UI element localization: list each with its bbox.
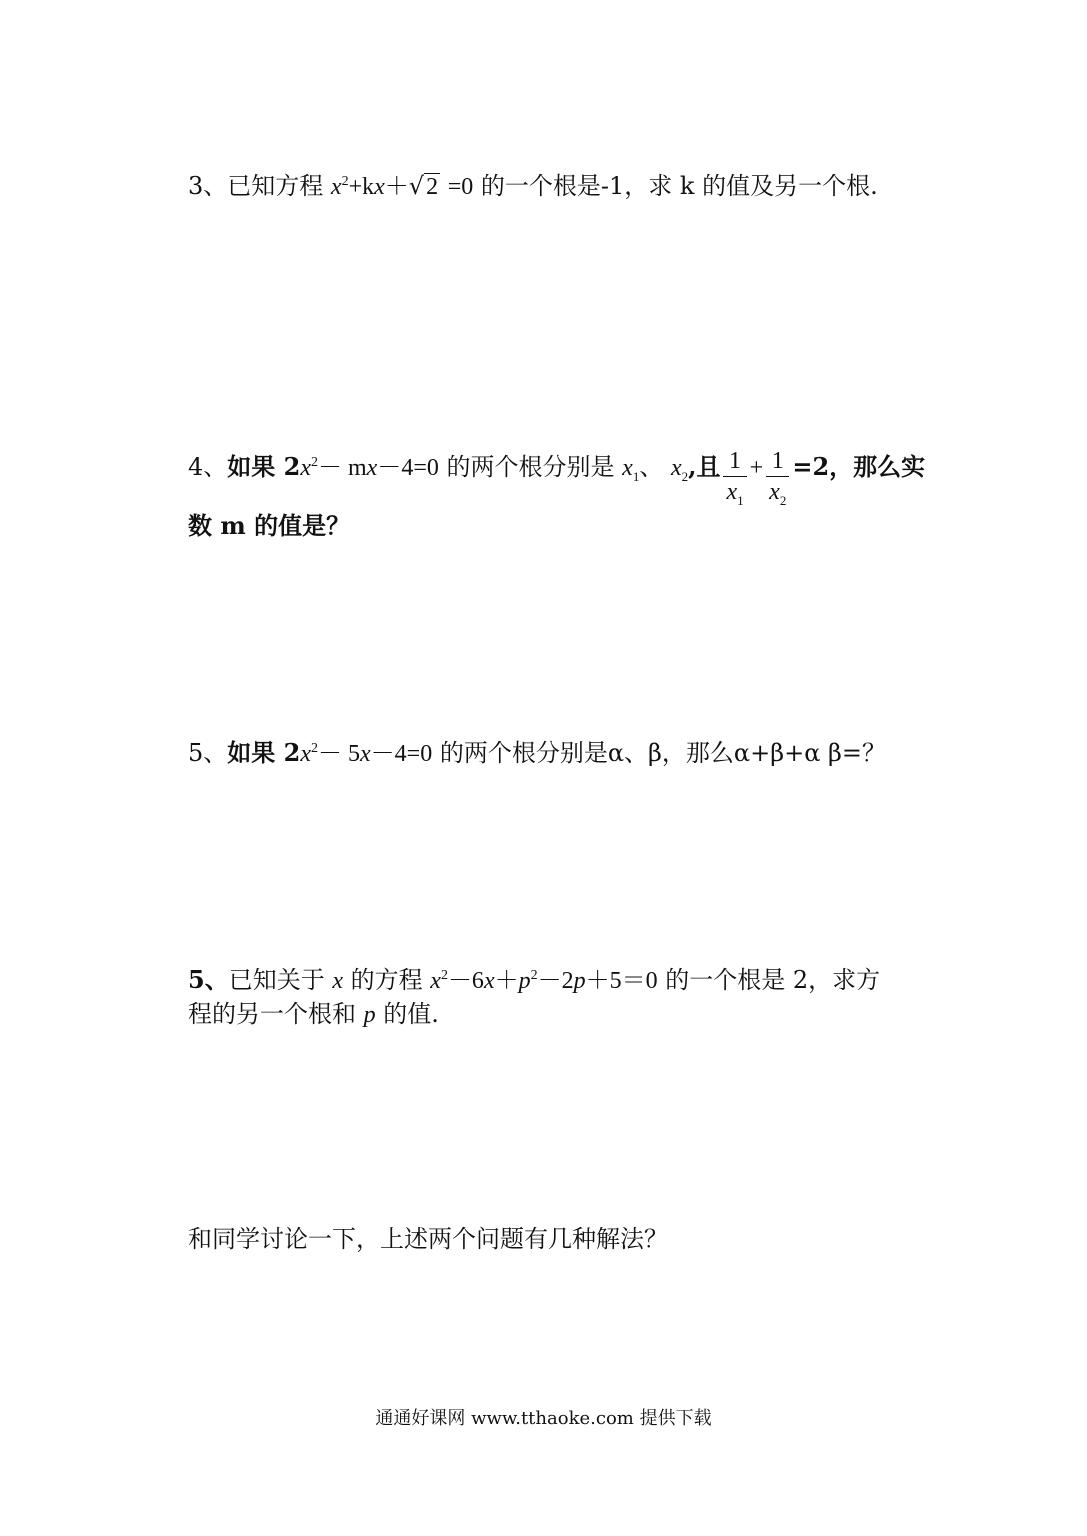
question-4-text-a: 如果 2	[227, 452, 301, 481]
term-5: － 5	[318, 741, 360, 767]
var-x2: x	[670, 455, 682, 481]
question-5a-text-b: 的两个根分别是α、β，那么α+β+α β=？	[439, 739, 887, 767]
equation-rest: ＋5＝0	[585, 968, 658, 994]
question-3-number: 3、	[188, 172, 228, 200]
exponent: 2	[311, 455, 318, 470]
subscript: 2	[681, 469, 689, 484]
subscript: 1	[632, 469, 640, 484]
var-p: p	[363, 1002, 376, 1028]
question-5a	[188, 737, 908, 770]
term-6: －6	[447, 968, 484, 994]
den-var: x	[769, 479, 780, 505]
term-m: － m	[318, 455, 367, 481]
sqrt-2	[409, 170, 440, 203]
var-x: x	[366, 455, 378, 481]
var-p: p	[518, 968, 531, 994]
fraction-1-over-x2	[766, 446, 789, 507]
var-x: x	[374, 174, 385, 200]
question-4-number: 4、	[188, 453, 228, 481]
question-5b-text-c: 的一个根是 2，求方	[665, 966, 881, 994]
question-5b-line-2	[188, 998, 908, 1031]
question-3-text-b: 的一个根是-1，求 k 的值及另一个根.	[480, 172, 878, 200]
fraction-1-over-x1	[723, 446, 746, 507]
equals-zero: =0	[447, 174, 474, 200]
question-5b-number: 5、	[188, 965, 229, 994]
equation-rest: －4=0	[370, 741, 433, 767]
question-5b-line-2-a: 程的另一个根和	[188, 1000, 356, 1028]
plus-sign: +	[749, 455, 764, 481]
var-p: p	[573, 968, 586, 994]
denominator	[766, 476, 789, 507]
numerator: 1	[771, 448, 784, 474]
question-3	[188, 170, 908, 203]
question-5b	[188, 964, 908, 997]
equation-rest: －4=0	[377, 455, 439, 481]
question-4-text-d: =2，那么实	[792, 452, 926, 481]
numerator: 1	[729, 448, 742, 474]
var-x: x	[332, 968, 343, 994]
discussion-prompt: 和同学讨论一下，上述两个问题有几种解法？	[188, 1225, 668, 1253]
var-x: x	[483, 968, 495, 994]
question-5b-text-a: 已知关于	[228, 966, 325, 994]
question-4-text-c: ,且	[688, 452, 721, 481]
exponent: 2	[311, 741, 318, 756]
radicand: 2	[426, 174, 439, 200]
question-4	[188, 438, 926, 508]
term-2: －2	[537, 968, 574, 994]
question-5a-text-a: 如果 2	[227, 738, 301, 767]
exponent: 2	[530, 968, 538, 983]
exponent: 2	[440, 968, 448, 983]
plus-sign: ＋	[384, 172, 409, 200]
subscript: 1	[737, 493, 744, 508]
question-4-text-b: 的两个根分别是	[446, 453, 615, 481]
separator: 、	[639, 453, 664, 481]
question-3-text-a: 已知方程	[227, 172, 324, 200]
den-var: x	[726, 479, 738, 505]
page-footer: 通通好课网 www.tthaoke.com 提供下载	[375, 1408, 712, 1429]
subscript: 2	[779, 493, 787, 508]
question-5a-number: 5、	[188, 739, 228, 767]
var-x: x	[330, 174, 342, 200]
radical-sign: √	[408, 172, 425, 200]
denominator	[723, 476, 746, 507]
exponent: 2	[341, 174, 349, 189]
question-4-line-2: 数 m 的值是？	[188, 511, 351, 540]
var-x: x	[360, 741, 371, 767]
var-x: x	[300, 741, 311, 767]
var-x: x	[300, 455, 311, 481]
var-x1: x	[622, 455, 633, 481]
question-5b-line-2-b: 的值.	[383, 1000, 439, 1028]
term-k: +k	[348, 174, 375, 200]
plus-sign: ＋	[494, 966, 519, 994]
var-x: x	[430, 968, 441, 994]
question-5b-text-b: 的方程	[350, 966, 423, 994]
